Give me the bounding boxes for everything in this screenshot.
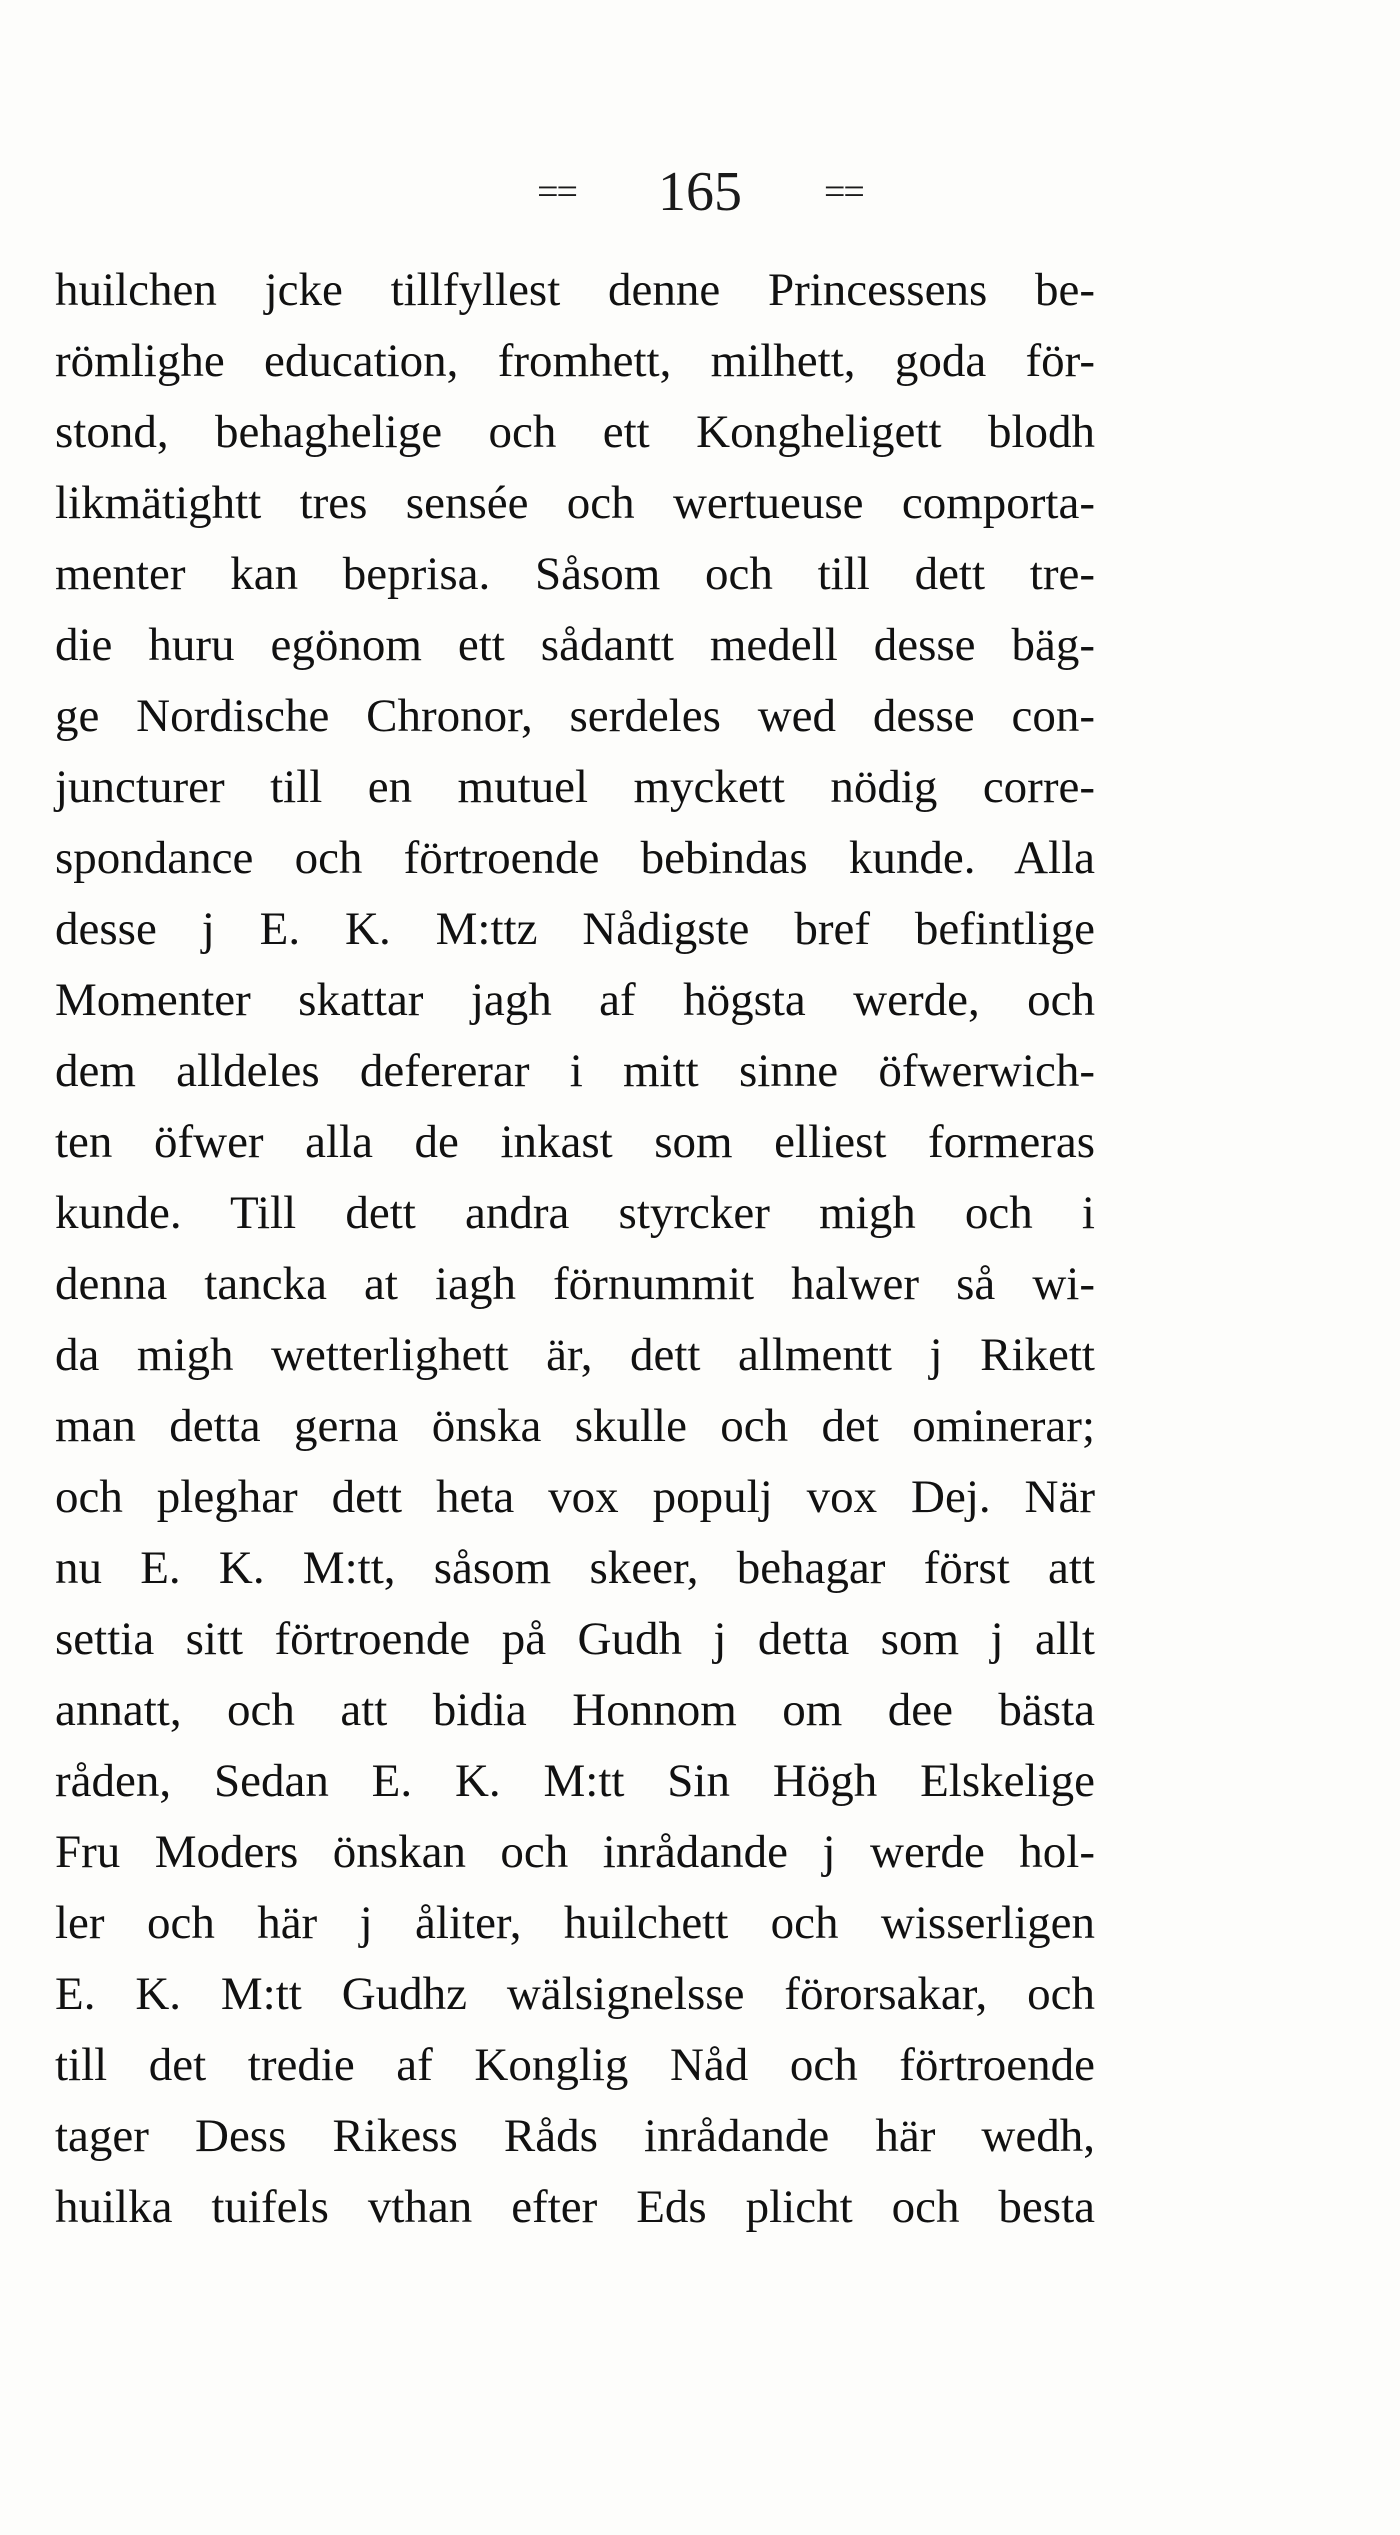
page-number: 165: [658, 161, 742, 223]
text-line: annatt, och att bidia Honnom om dee bästa: [55, 1684, 1095, 1736]
text-line: ge Nordische Chronor, serdeles wed desse con-: [55, 690, 1095, 742]
text-line: desse j E. K. M:ttz Nådigste bref befintlige: [55, 903, 1095, 955]
text-line: och pleghar dett heta vox populj vox Dej. När: [55, 1471, 1095, 1523]
text-line: stond, behaghelige och ett Kongheligett blodh: [55, 406, 1095, 458]
text-line: menter kan beprisa. Såsom och till dett tre-: [55, 548, 1095, 600]
text-line: denna tancka at iagh förnummit halwer så wi-: [55, 1258, 1095, 1310]
text-line: dem alldeles defererar i mitt sinne öfwerwich-: [55, 1045, 1095, 1097]
text-line: juncturer till en mutuel myckett nödig corre-: [55, 761, 1095, 813]
text-line: till det tredie af Konglig Nåd och förtroende: [55, 2039, 1095, 2091]
text-line: die huru egönom ett sådantt medell desse bäg-: [55, 619, 1095, 671]
page-header: [0, 160, 1400, 224]
text-line: römlighe education, fromhett, milhett, goda för-: [55, 335, 1095, 387]
text-line: kunde. Till dett andra styrcker migh och i: [55, 1187, 1095, 1239]
text-line: nu E. K. M:tt, såsom skeer, behagar först att: [55, 1542, 1095, 1594]
text-line: ten öfwer alla de inkast som elliest formeras: [55, 1116, 1095, 1168]
text-line: råden, Sedan E. K. M:tt Sin Högh Elskelige: [55, 1755, 1095, 1807]
text-line: likmätightt tres sensée och wertueuse comporta-: [55, 477, 1095, 529]
text-line: Momenter skattar jagh af högsta werde, och: [55, 974, 1095, 1026]
text-line: huilka tuifels vthan efter Eds plicht och besta: [55, 2181, 1095, 2233]
ornament-left: ==: [537, 171, 576, 213]
text-line: da migh wetterlighett är, dett allmentt j Rikett: [55, 1329, 1095, 1381]
body-text: [55, 255, 1095, 2243]
text-line: huilchen jcke tillfyllest denne Princessens be-: [55, 264, 1095, 316]
text-line: man detta gerna önska skulle och det ominerar;: [55, 1400, 1095, 1452]
text-line: settia sitt förtroende på Gudh j detta som j allt: [55, 1613, 1095, 1665]
text-line: spondance och förtroende bebindas kunde. Alla: [55, 832, 1095, 884]
text-line: ler och här j åliter, huilchett och wisserligen: [55, 1897, 1095, 1949]
text-line: Fru Moders önskan och inrådande j werde hol-: [55, 1826, 1095, 1878]
text-line: tager Dess Rikess Råds inrådande här wedh,: [55, 2110, 1095, 2162]
text-line: E. K. M:tt Gudhz wälsignelsse förorsakar, och: [55, 1968, 1095, 2020]
ornament-right: ==: [824, 171, 863, 213]
